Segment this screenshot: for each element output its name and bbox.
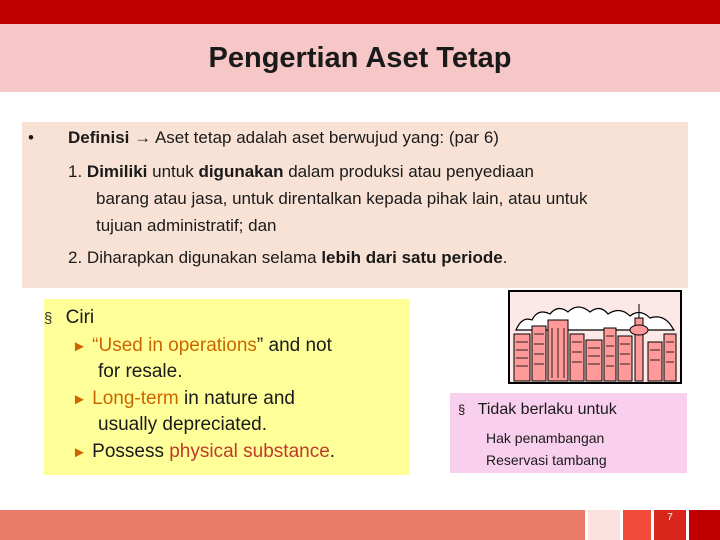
- footer-bar: [0, 510, 720, 540]
- slide-title: Pengertian Aset Tetap: [208, 42, 512, 74]
- item-number: 2.: [68, 248, 83, 267]
- item-text: Diharapkan digunakan selama: [86, 248, 317, 267]
- ciri-box: [44, 299, 410, 475]
- ciri-item-3-text: Possess: [92, 441, 164, 462]
- square-bullet-icon: §: [44, 310, 53, 327]
- ciri-item-1-rest: and not: [268, 335, 332, 356]
- ciri-item-3-colored: physical substance: [169, 441, 330, 462]
- arrow-icon: →: [134, 128, 152, 147]
- definition-item-2: [68, 248, 507, 268]
- definition-item-1: [68, 162, 534, 182]
- exceptions-item: Reservasi tambang: [486, 452, 607, 468]
- ciri-item-3: [72, 441, 335, 463]
- item-bold-text: lebih dari satu periode: [321, 248, 503, 267]
- exceptions-item: Hak penambangan: [486, 430, 605, 446]
- definition-box: [22, 122, 688, 288]
- ciri-item-2-line-2: usually depreciated.: [98, 414, 267, 435]
- exceptions-heading-line: [458, 401, 617, 419]
- page-number: 7: [667, 512, 673, 523]
- exceptions-box: [450, 393, 687, 473]
- ciri-item-1-quote: “Used in operations: [92, 335, 257, 356]
- definition-intro-line: [68, 128, 499, 148]
- definition-item-1-line-3: tujuan administratif; dan: [96, 216, 277, 235]
- item-bold-text: digunakan: [198, 162, 284, 181]
- definition-intro: Aset tetap adalah aset berwujud yang: (par 6): [154, 128, 499, 147]
- item-text: untuk: [152, 162, 194, 181]
- ciri-item-2-colored: Long-term: [92, 388, 179, 409]
- item-text: dalam produksi atau penyediaan: [288, 162, 534, 181]
- ciri-item-1-quote-close: ”: [256, 335, 264, 356]
- square-bullet-icon: §: [458, 402, 466, 417]
- item-number: 1.: [68, 162, 83, 181]
- triangle-bullet-icon: ►: [72, 338, 87, 355]
- ciri-item-1-line-2: for resale.: [98, 361, 183, 382]
- ciri-item-2-rest: in nature and: [184, 388, 295, 409]
- definition-label: Definisi: [68, 128, 130, 147]
- ciri-item-1: [72, 335, 332, 357]
- ciri-item-3-end: .: [329, 441, 336, 462]
- top-accent-bar: [0, 0, 720, 24]
- ciri-item-2: [72, 388, 295, 410]
- definition-bullet: •: [28, 128, 34, 147]
- ciri-heading: Ciri: [65, 307, 95, 328]
- definition-item-1-line-2: barang atau jasa, untuk direntalkan kepada pihak lain, atau untuk: [96, 189, 588, 208]
- city-skyline-image: [508, 290, 682, 384]
- ciri-heading-line: [44, 307, 94, 329]
- triangle-bullet-icon: ►: [72, 444, 87, 461]
- triangle-bullet-icon: ►: [72, 391, 87, 408]
- exceptions-heading: Tidak berlaku untuk: [477, 401, 617, 418]
- item-end-punct: .: [502, 248, 508, 267]
- item-bold-text: Dimiliki: [86, 162, 148, 181]
